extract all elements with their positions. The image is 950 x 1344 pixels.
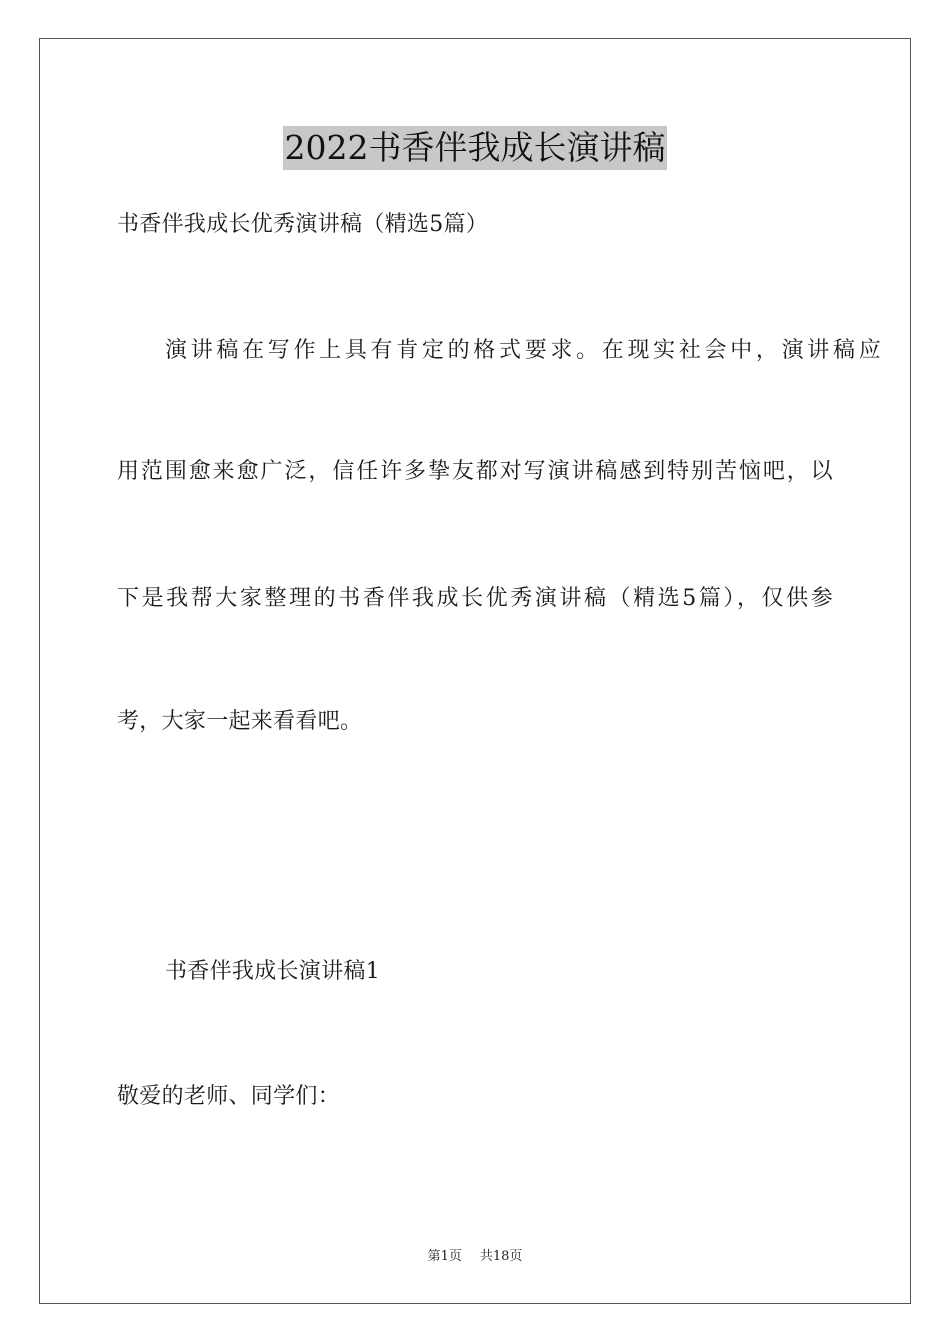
page-footer bbox=[0, 1248, 950, 1266]
intro-line-3: 下是我帮大家整理的书香伴我成长优秀演讲稿（精选5篇），仅供参 bbox=[117, 586, 833, 611]
page-total: 共18页 bbox=[479, 1249, 523, 1264]
document-title: 2022书香伴我成长演讲稿 bbox=[283, 126, 668, 170]
document-subtitle: 书香伴我成长优秀演讲稿（精选5篇） bbox=[117, 212, 489, 237]
intro-line-4: 考，大家一起来看看吧。 bbox=[117, 709, 363, 734]
intro-line-1: 演讲稿在写作上具有肯定的格式要求。在现实社会中，演讲稿应 bbox=[165, 338, 881, 363]
page-number: 第1页 bbox=[427, 1249, 462, 1264]
section-heading: 书香伴我成长演讲稿1 bbox=[165, 959, 380, 984]
title-container bbox=[0, 126, 950, 170]
greeting: 敬爱的老师、同学们： bbox=[117, 1084, 341, 1109]
intro-line-2: 用范围愈来愈广泛，信任许多挚友都对写演讲稿感到特别苦恼吧，以 bbox=[117, 459, 833, 484]
